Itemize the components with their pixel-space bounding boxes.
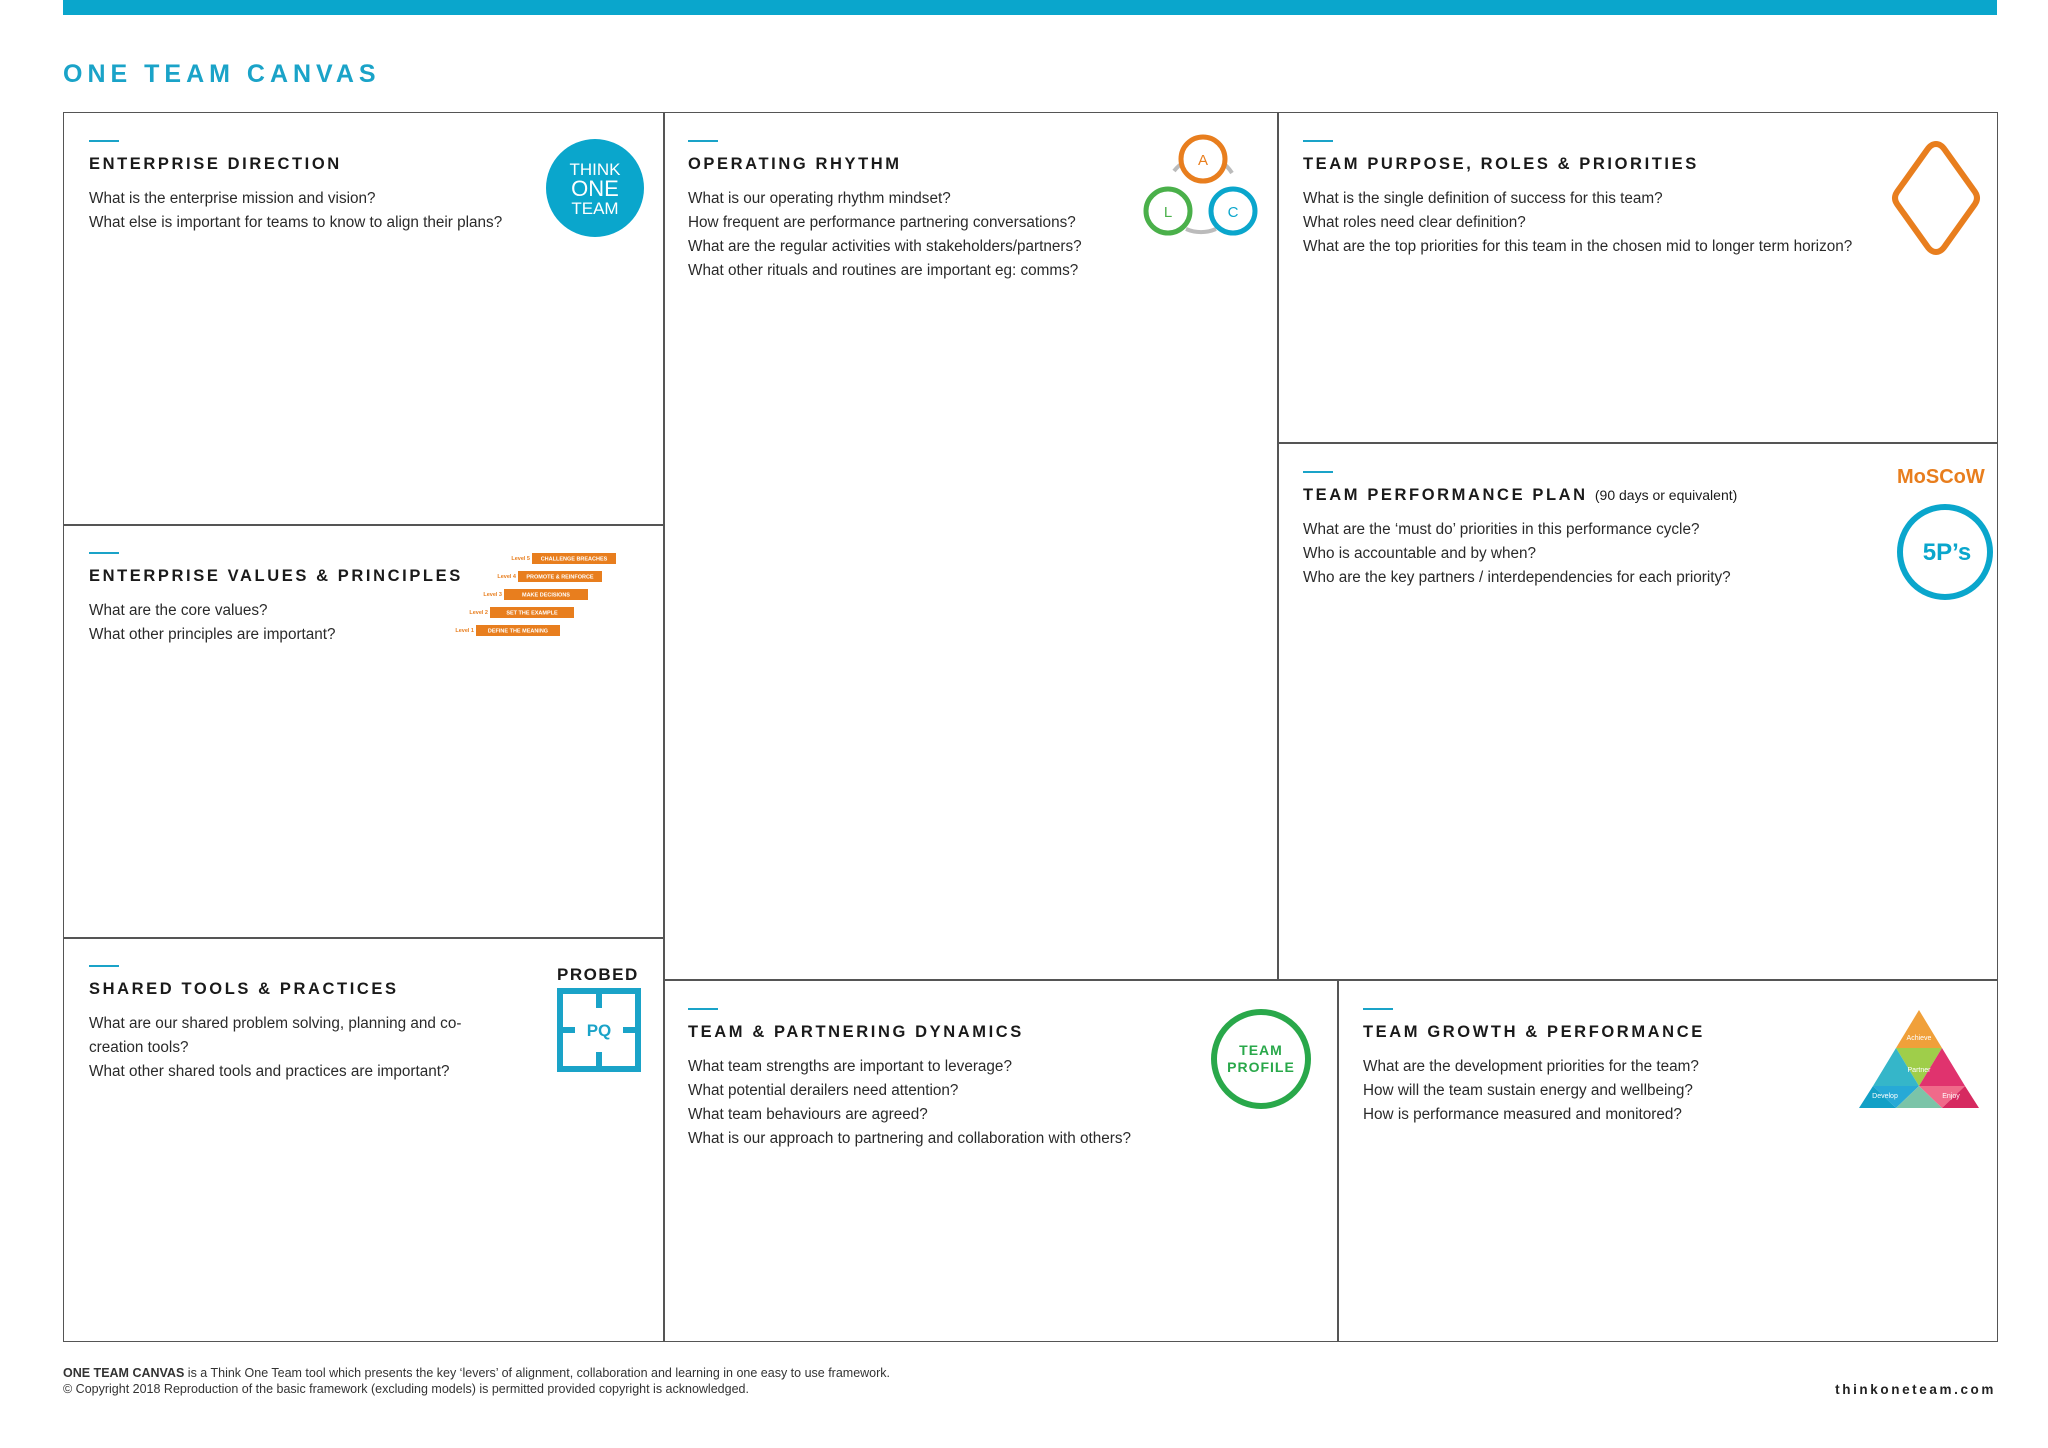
level-label: Level 4 bbox=[497, 574, 516, 580]
question: How frequent are performance partnering conversations? bbox=[688, 214, 1076, 231]
question: Who is accountable and by when? bbox=[1303, 545, 1537, 562]
level-bar-label: MAKE DECISIONS bbox=[522, 592, 570, 599]
cell-title bbox=[1303, 486, 1737, 505]
logo-line: TEAM bbox=[571, 199, 619, 218]
cell-title: TEAM GROWTH & PERFORMANCE bbox=[1363, 1023, 1705, 1041]
pyramid-label: Develop bbox=[1872, 1093, 1898, 1100]
logo-line: ONE bbox=[571, 176, 619, 201]
cycle-letter: L bbox=[1163, 204, 1173, 221]
question: What is the enterprise mission and vision? bbox=[89, 190, 376, 207]
question: What potential derailers need attention? bbox=[688, 1082, 959, 1099]
question: How is performance measured and monitored? bbox=[1363, 1106, 1682, 1123]
levels-staircase-icon bbox=[455, 551, 654, 643]
question-list bbox=[1303, 518, 1731, 590]
section-dash bbox=[1303, 471, 1333, 473]
cell-title: TEAM PURPOSE, ROLES & PRIORITIES bbox=[1303, 155, 1699, 173]
page-title: ONE TEAM CANVAS bbox=[63, 60, 381, 88]
question-list bbox=[1303, 187, 1852, 259]
section-dash bbox=[1303, 140, 1333, 142]
footer-website[interactable]: thinkoneteam.com bbox=[1835, 1382, 1996, 1397]
pyramid-label: Partner bbox=[1907, 1067, 1931, 1074]
question: What are the regular activities with stakeholders/partners? bbox=[688, 238, 1082, 255]
level-bar-label: SET THE EXAMPLE bbox=[506, 610, 558, 617]
question: What are the core values? bbox=[89, 602, 268, 619]
title-main: TEAM PERFORMANCE PLAN bbox=[1303, 486, 1588, 504]
question: What is our approach to partnering and collaboration with others? bbox=[688, 1130, 1132, 1147]
level-bar-label: PROMOTE & REINFORCE bbox=[526, 574, 594, 581]
cell-enterprise-values[interactable] bbox=[64, 525, 663, 937]
question: What other shared tools and practices are important? bbox=[89, 1063, 450, 1080]
title-sub: (90 days or equivalent) bbox=[1594, 487, 1738, 503]
cell-title: OPERATING RHYTHM bbox=[688, 155, 902, 173]
pq-text: PQ bbox=[586, 1021, 612, 1040]
question: What are the development priorities for the team? bbox=[1363, 1058, 1699, 1075]
question: What roles need clear definition? bbox=[1303, 214, 1526, 231]
probed-pq-icon bbox=[557, 988, 641, 1072]
triangle-pyramid-icon bbox=[1859, 1008, 1979, 1110]
cell-shared-tools[interactable] bbox=[64, 938, 663, 1341]
moscow-label: MoSCoW bbox=[1897, 466, 1985, 488]
level-label: Level 2 bbox=[469, 610, 488, 616]
footer-description: is a Think One Team tool which presents the key ‘levers’ of alignment, collaboration and learning in one easy to use framework. bbox=[184, 1366, 891, 1380]
question: What are the ‘must do’ priorities in this performance cycle? bbox=[1303, 521, 1700, 538]
question: How will the team sustain energy and wellbeing? bbox=[1363, 1082, 1693, 1099]
question-list bbox=[688, 1055, 1131, 1151]
question-list bbox=[89, 599, 336, 647]
question: What other rituals and routines are important eg: comms? bbox=[688, 262, 1079, 279]
cell-enterprise-direction[interactable] bbox=[64, 113, 663, 524]
footer-line-2: © Copyright 2018 Reproduction of the basic framework (excluding models) is permitted provided copyright is acknowledged. bbox=[63, 1382, 749, 1396]
pyramid-label: Achieve bbox=[1906, 1035, 1932, 1042]
question: What are the top priorities for this team in the chosen mid to longer term horizon? bbox=[1303, 238, 1853, 255]
five-ps-text: 5P’s bbox=[1922, 539, 1972, 566]
footer-line-1 bbox=[63, 1366, 890, 1380]
section-dash bbox=[89, 140, 119, 142]
cell-title: ENTERPRISE VALUES & PRINCIPLES bbox=[89, 567, 463, 585]
footer-brand: ONE TEAM CANVAS bbox=[63, 1366, 185, 1380]
question: What other principles are important? bbox=[89, 626, 336, 643]
level-bar-label: CHALLENGE BREACHES bbox=[540, 556, 608, 563]
canvas-grid bbox=[63, 112, 1998, 1342]
probed-label: PROBED bbox=[557, 965, 639, 984]
level-label: Level 3 bbox=[483, 592, 502, 598]
cell-title: ENTERPRISE DIRECTION bbox=[89, 155, 342, 173]
cycle-letter: C bbox=[1227, 204, 1239, 221]
cell-operating-rhythm[interactable] bbox=[664, 113, 1277, 979]
level-label: Level 5 bbox=[511, 556, 530, 562]
cell-team-performance-plan[interactable] bbox=[1279, 444, 1997, 979]
question: What team behaviours are agreed? bbox=[688, 1106, 928, 1123]
section-dash bbox=[89, 552, 119, 554]
question: What is the single definition of success for this team? bbox=[1303, 190, 1663, 207]
level-bar-label: DEFINE THE MEANING bbox=[487, 628, 549, 635]
top-accent-bar bbox=[63, 0, 1997, 15]
cell-title: SHARED TOOLS & PRACTICES bbox=[89, 980, 399, 998]
team-profile-icon bbox=[1209, 1007, 1313, 1111]
team-profile-line: PROFILE bbox=[1227, 1059, 1295, 1075]
question: What else is important for teams to know to align their plans? bbox=[89, 214, 503, 231]
logo-line: THINK bbox=[569, 160, 621, 179]
section-dash bbox=[688, 140, 718, 142]
alc-cycle-icon bbox=[1142, 133, 1258, 243]
question-list bbox=[89, 187, 502, 235]
question-list bbox=[89, 1012, 479, 1084]
section-dash bbox=[1363, 1008, 1393, 1010]
question: What are our shared problem solving, planning and co-creation tools? bbox=[89, 1015, 462, 1056]
question-list bbox=[1363, 1055, 1699, 1127]
cell-team-growth[interactable] bbox=[1339, 981, 1997, 1341]
section-dash bbox=[89, 965, 119, 967]
section-dash bbox=[688, 1008, 718, 1010]
diamond-icon bbox=[1889, 138, 1983, 258]
cell-team-dynamics[interactable] bbox=[664, 981, 1337, 1341]
level-label: Level 1 bbox=[455, 628, 474, 634]
question: Who are the key partners / interdependencies for each priority? bbox=[1303, 569, 1731, 586]
cycle-letter: A bbox=[1197, 152, 1209, 169]
question-list bbox=[688, 187, 1082, 283]
cell-team-purpose[interactable] bbox=[1279, 113, 1997, 442]
question: What is our operating rhythm mindset? bbox=[688, 190, 951, 207]
cell-title: TEAM & PARTNERING DYNAMICS bbox=[688, 1023, 1024, 1041]
pyramid-label: Enjoy bbox=[1942, 1093, 1960, 1100]
think-one-team-logo-icon bbox=[545, 138, 645, 238]
five-ps-circle-icon bbox=[1895, 502, 1995, 602]
question: What team strengths are important to leverage? bbox=[688, 1058, 1012, 1075]
team-profile-line: TEAM bbox=[1239, 1042, 1283, 1058]
